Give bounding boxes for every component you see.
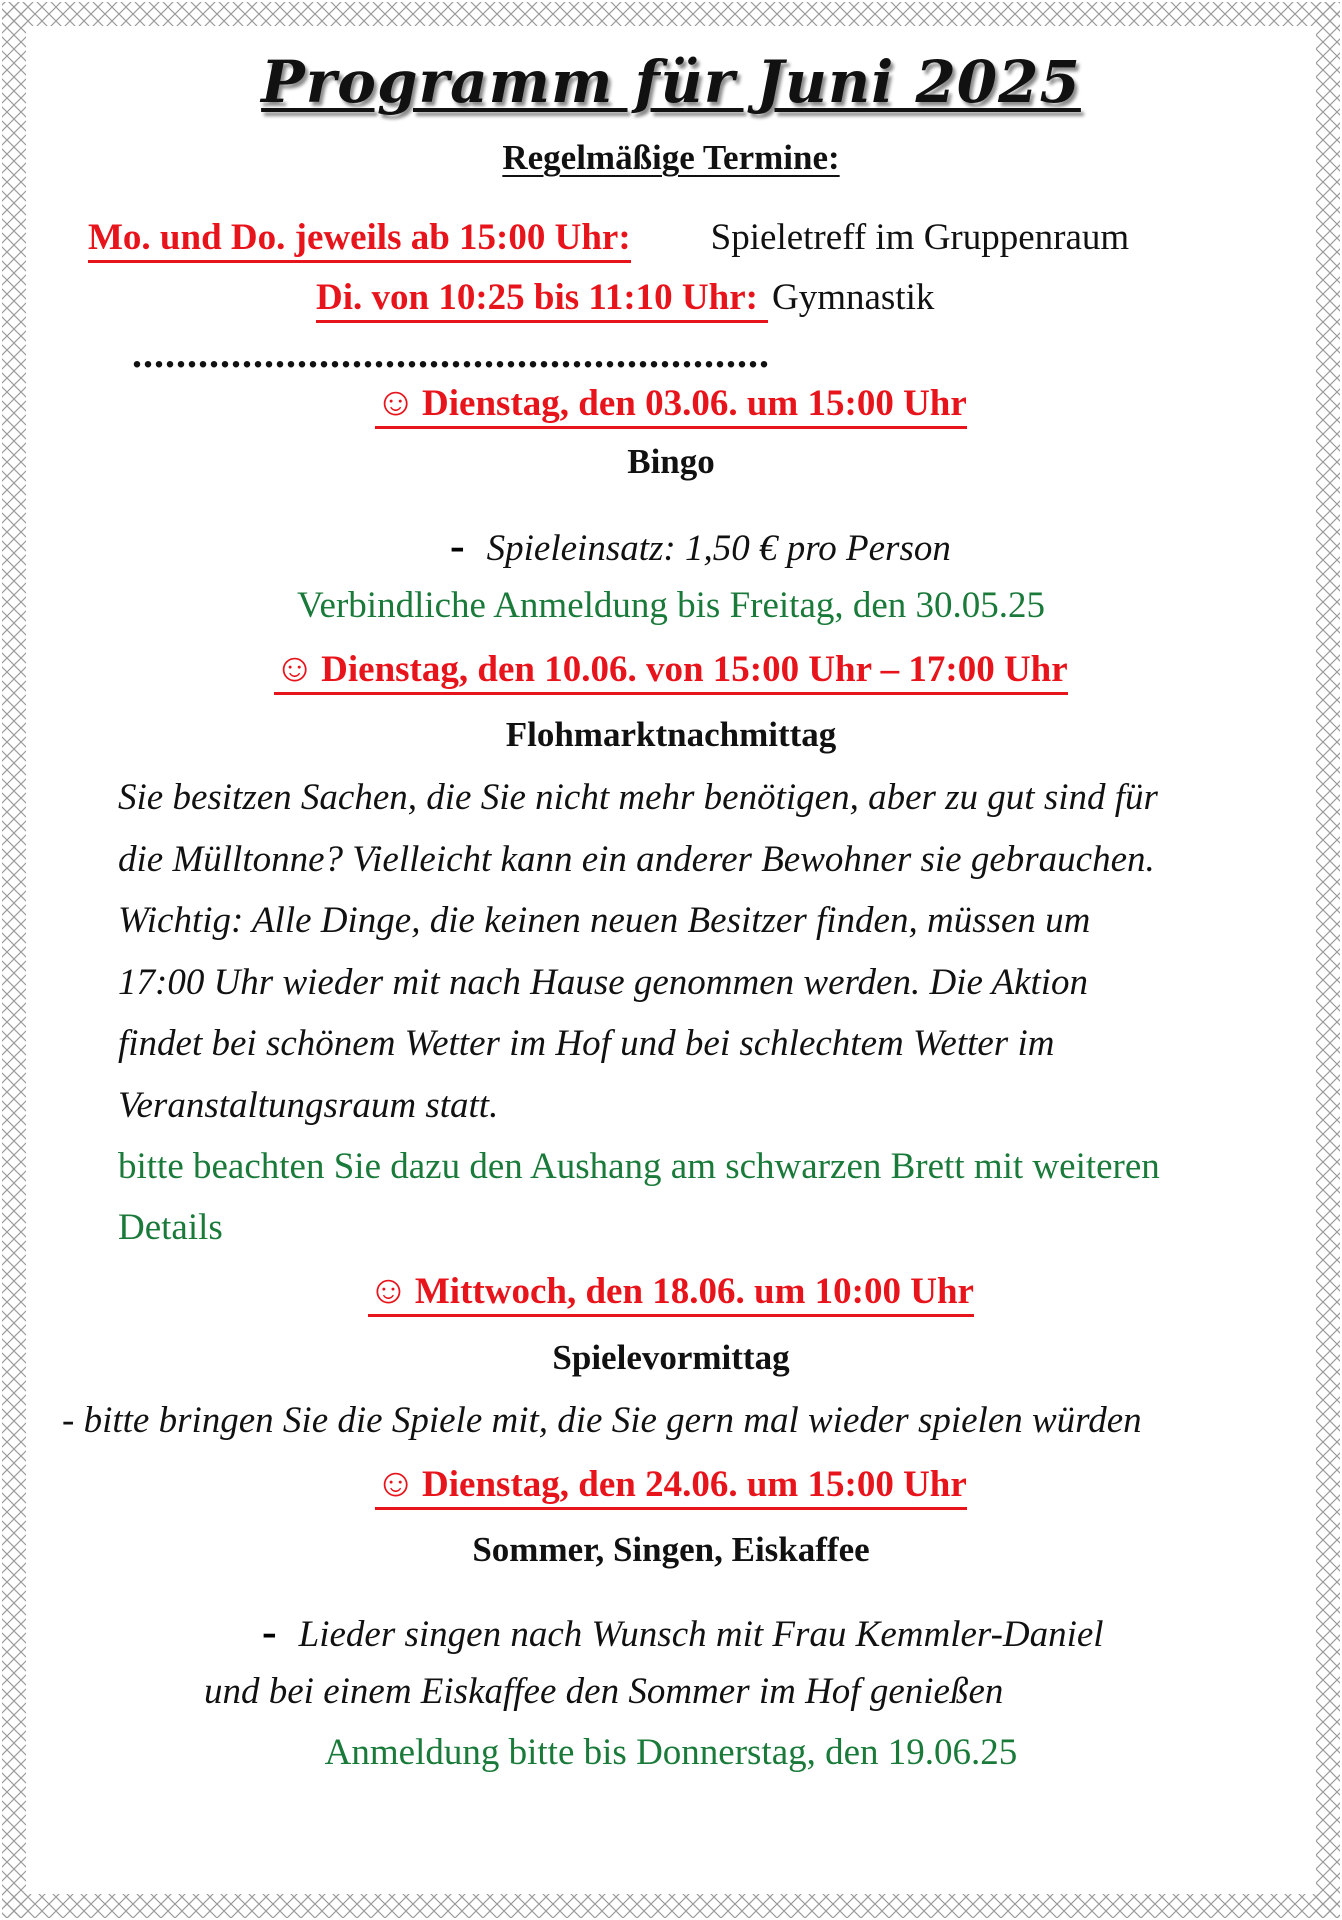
program-page [44,40,1298,1880]
event-2-date: ☺ Dienstag, den 10.06. von 15:00 Uhr – 17:00 Uhr [44,644,1298,691]
event-2-text-line: findet bei schönem Wetter im Hof und bei schlechtem Wetter im [118,1023,1055,1064]
regular-item-1-time: Mo. und Do. jeweils ab 15:00 Uhr: [88,217,631,263]
event-4-note: Anmeldung bitte bis Donnerstag, den 19.06.25 [324,1732,1018,1773]
regular-item-2-time: Di. von 10:25 bis 11:10 Uhr: [316,277,768,323]
event-1-note: Verbindliche Anmeldung bis Freitag, den 30.05.25 [296,585,1046,626]
dotted-separator: .......................................................... [132,331,770,376]
regular-item-1 [88,216,1129,259]
event-2-text-line: Wichtig: Alle Dinge, die keinen neuen Besitzer finden, müssen um [118,900,1091,941]
event-2-note-line: bitte beachten Sie dazu den Aushang am schwarzen Brett mit weiteren [118,1146,1160,1187]
smiley-icon: ☺ [375,379,417,424]
event-2-text-line: Veranstaltungsraum statt. [118,1085,499,1126]
smiley-icon: ☺ [375,1460,417,1505]
event-1-name: Bingo [627,442,715,481]
smiley-icon: ☺ [274,645,316,690]
smiley-icon: ☺ [368,1267,409,1312]
event-4-name: Sommer, Singen, Eiskaffee [472,1530,870,1569]
event-4-detail-line-1: - Lieder singen nach Wunsch mit Frau Kemmler-Daniel [262,1607,1104,1656]
event-2-text-line: 17:00 Uhr wieder mit nach Hause genommen werden. Die Aktion [118,962,1089,1003]
regular-dates-heading: Regelmäßige Termine: [502,138,840,177]
event-2-text-line: die Mülltonne? Vielleicht kann ein anderer Bewohner sie gebrauchen. [118,839,1155,880]
event-1-date: ☺ Dienstag, den 03.06. um 15:00 Uhr [44,378,1298,425]
page-title: Programm für Juni 2025 [261,48,1081,116]
event-4-date: ☺ Dienstag, den 24.06. um 15:00 Uhr [44,1459,1298,1506]
event-2-note-line: Details [118,1207,223,1248]
event-3-date: ☺ Mittwoch, den 18.06. um 10:00 Uhr [44,1266,1298,1313]
regular-item-2-text: Gymnastik [771,277,935,318]
event-2-text-line: Sie besitzen Sachen, die Sie nicht mehr benötigen, aber zu gut sind für [118,777,1158,818]
regular-item-1-text: Spieletreff im Gruppenraum [710,217,1130,258]
event-3-detail: - bitte bringen Sie die Spiele mit, die Sie gern mal wieder spielen würden [62,1400,1142,1441]
regular-item-2 [316,276,934,319]
event-1-detail: - Spieleinsatz: 1,50 € pro Person [450,521,951,570]
event-4-detail-line-2: und bei einem Eiskaffee den Sommer im Hof genießen [204,1671,1004,1712]
event-3-name: Spielevormittag [552,1338,790,1377]
event-2-name: Flohmarktnachmittag [505,715,837,754]
